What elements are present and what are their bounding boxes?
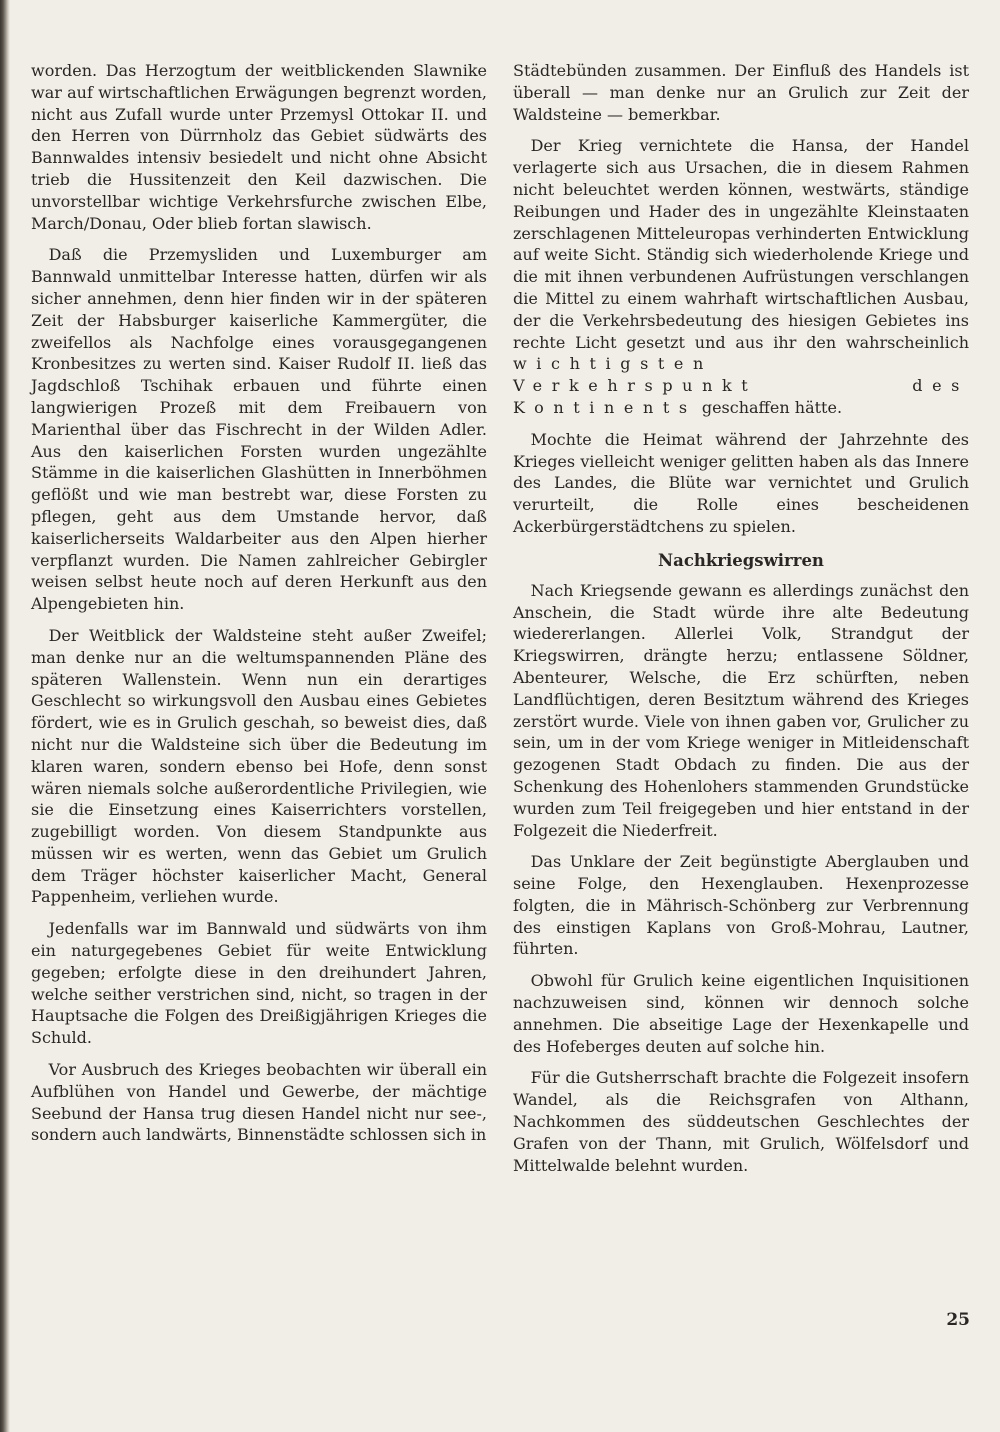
paragraph: worden. Das Herzogtum der weitblickenden Slawnike war auf wirtschaftlichen Erwägungen begrenzt worden, nicht aus Zufall wurde unter Przemysl Ottokar II. und den Herren von Dürrnholz das Gebiet südwärts des Bannwaldes intensiv besiedelt und nicht ohne Absicht trieb die Hussitenzeit den Keil dazwischen. Die unvorstellbar wichtige Verkehrsfurche zwischen Elbe, March/Donau, Oder blieb fortan slawisch.	[31, 61, 487, 233]
paragraph-war	[513, 135, 969, 418]
emphasized-phrase: wichtigsten Verkehrspunkt des Kontinents	[513, 354, 969, 417]
book-page	[31, 60, 981, 1370]
paragraph-text: Der Krieg vernichtete die Hansa, der Handel verlagerte sich aus Ursachen, die in diesem Rahmen nicht beleuchtet werden können, westwärts, ständige Reibungen und Hader des in ungezählte Kleinstaaten zerschlagenen Mitteleuropas verhinderten Entwicklung auf weite Sicht. Ständig sich wiederholende Kriege und die mit ihnen verbundenen Aufrüstungen verschlangen die Mittel zu einem wahrhaft wirtschaftlichen Ausbau, der die Verkehrsbedeutung des hiesigen Gebietes ins rechte Licht gesetzt und aus ihr den wahrscheinlich	[513, 136, 969, 352]
paragraph: Daß die Przemysliden und Luxemburger am Bannwald unmittelbar Interesse hatten, dürfen wir als sicher annehmen, denn hier finden wir in der späteren Zeit der Habsburger kaiserliche Kammergüter, die zweifellos als Nachfolge eines vorausgegangenen Kronbesitzes zu werten sind. Kaiser Rudolf II. ließ das Jagdschloß Tschihak erbauen und führte einen langwierigen Prozeß mit dem Freibauern von Marienthal über das Fischrecht in der Wilden Adler. Aus den kaiserlichen Forsten wurden ungezählte Stämme in die kaiserlichen Glashütten in Innerböhmen geflößt und wie man bestrebt war, diese Forsten zu pflegen, geht aus dem Umstande hervor, daß kaiserlicherseits Waldarbeiter aus den Alpen hierher verpflanzt wurden. Die Namen zahlreicher Gebirgler weisen selbst heute noch auf deren Herkunft aus den Alpengebieten hin.	[31, 245, 487, 614]
paragraph: Jedenfalls war im Bannwald und südwärts von ihm ein naturgegebenes Gebiet für weite Entwicklung gegeben; erfolgte diese in den dreihundert Jahren, welche seither verstrichen sind, nicht, so tragen in der Hauptsache die Folgen des Dreißigjährigen Krieges die Schuld.	[31, 919, 487, 1048]
paragraph-text: geschaffen hätte.	[701, 397, 843, 417]
paragraph: Mochte die Heimat während der Jahrzehnte des Krieges vielleicht weniger gelitten haben als das Innere des Landes, die Blüte war vernichtet und Grulich verurteilt, die Rolle eines bescheidenen Ackerbürgerstädtchens zu spielen.	[513, 429, 969, 536]
right-column	[513, 60, 969, 1186]
paragraph: Vor Ausbruch des Krieges beobachten wir überall ein Aufblühen von Handel und Gewerbe, der mächtige Seebund der Hansa trug diesen Handel nicht nur see-, sondern auch landwärts, Binnenstädte schlossen sich in	[31, 1060, 487, 1145]
paragraph: Städtebünden zusammen. Der Einfluß des Handels ist überall — man denke nur an Grulich zur Zeit der Waldsteine — bemerkbar.	[513, 61, 969, 124]
paragraph: Für die Gutsherrschaft brachte die Folgezeit insofern Wandel, als die Reichsgrafen von Althann, Nachkommen des süddeutschen Geschlechtes der Grafen von der Thann, mit Grulich, Wölfelsdorf und Mittelwalde belehnt wurden.	[513, 1068, 969, 1175]
section-heading: Nachkriegswirren	[658, 550, 824, 570]
paragraph: Obwohl für Grulich keine eigentlichen Inquisitionen nachzuweisen sind, können wir dennoch solche annehmen. Die abseitige Lage der Hexenkapelle und des Hofeberges deuten auf solche hin.	[513, 971, 969, 1056]
paragraph: Das Unklare der Zeit begünstigte Aberglauben und seine Folge, den Hexenglauben. Hexenprozesse folgten, die in Mährisch-Schönberg zur Verbrennung des einstigen Kaplans von Groß-Mohrau, Lautner, führten.	[513, 852, 969, 959]
left-column	[31, 60, 487, 1156]
paragraph: Der Weitblick der Waldsteine steht außer Zweifel; man denke nur an die weltumspannenden Pläne des späteren Wallenstein. Wenn nun ein derartiges Geschlecht so wirkungsvoll den Ausbau eines Gebietes fördert, wie es in Grulich geschah, so beweist dies, daß nicht nur die Waldsteine sich über die Bedeutung im klaren waren, sondern ebenso bei Hofe, denn sonst wären niemals solche außerordentliche Privilegien, wie sie die Einsetzung eines Kaiserrichters vorstellen, zugebilligt worden. Von diesem Standpunkte aus müssen wir es werten, wenn das Gebiet um Grulich dem Träger höchster kaiserlicher Macht, General Pappenheim, verliehen wurde.	[31, 625, 487, 907]
paragraph: Nach Kriegsende gewann es allerdings zunächst den Anschein, die Stadt würde ihre alte Bedeutung wiedererlangen. Allerlei Volk, Strandgut der Kriegswirren, drängte herzu; entlassene Söldner, Abenteurer, Welsche, die Erz schürften, neben Landflüchtigen, deren Besitztum während des Krieges zerstört wurde. Viele von ihnen gaben vor, Grulicher zu sein, um in der vom Kriege weniger in Mitleidenschaft gezogenen Stadt Obdach zu finden. Die aus der Schenkung des Hohenlohers stammenden Grundstücke wurden zum Teil freigegeben und hier entstand in der Folgezeit die Niederfreit.	[513, 580, 969, 840]
binding-edge	[0, 0, 10, 1432]
page-number: 25	[946, 1310, 970, 1330]
